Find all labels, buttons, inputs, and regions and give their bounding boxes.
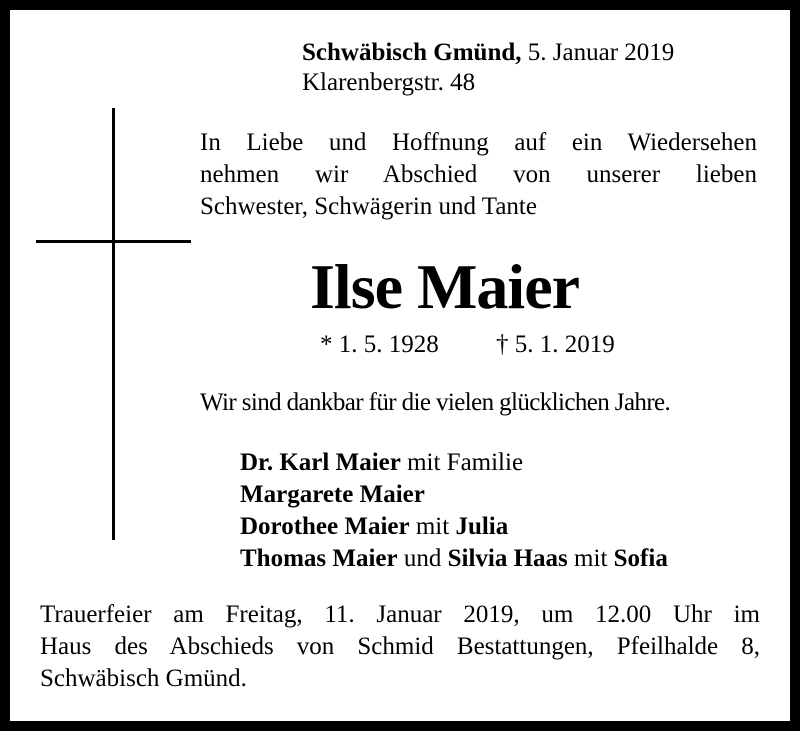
birth-date: * 1. 5. 1928 bbox=[320, 331, 439, 358]
header-date: 5. Januar 2019 bbox=[527, 39, 675, 66]
mourner-name: Dorothee Maier bbox=[240, 513, 410, 540]
header-city: Schwäbisch Gmünd, bbox=[302, 39, 522, 66]
cross-icon-bar bbox=[36, 240, 191, 243]
funeral-line-3: Schwäbisch Gmünd. bbox=[40, 665, 247, 692]
mourner-line bbox=[240, 544, 668, 574]
mourner-line bbox=[240, 448, 523, 478]
mourner-name: Dr. Karl Maier bbox=[240, 449, 401, 476]
header-street: Klarenbergstr. 48 bbox=[302, 69, 476, 96]
intro-line-3: Schwester, Schwägerin und Tante bbox=[200, 193, 537, 220]
deceased-name: Ilse Maier bbox=[310, 251, 579, 322]
cross-icon bbox=[112, 108, 115, 540]
mourner-connector: mit Familie bbox=[400, 449, 524, 476]
funeral-line-2: Haus des Abschieds von Schmid Bestattungen, Pfeilhalde 8, bbox=[40, 633, 760, 660]
thanks-line: Wir sind dankbar für die vielen glücklichen Jahre. bbox=[200, 389, 671, 416]
intro-line-2: nehmen wir Abschied von unserer lieben bbox=[200, 161, 757, 188]
mourner-line bbox=[240, 480, 425, 510]
mourner-name: Thomas Maier bbox=[240, 545, 398, 572]
mourner-connector: mit bbox=[409, 513, 456, 540]
header-place-date bbox=[302, 38, 674, 68]
mourner-connector: mit bbox=[567, 545, 614, 572]
intro-line-1: In Liebe und Hoffnung auf ein Wiedersehen bbox=[200, 129, 757, 156]
death-date: † 5. 1. 2019 bbox=[496, 331, 615, 358]
mourner-line bbox=[240, 512, 508, 542]
mourner-name: Julia bbox=[455, 513, 509, 540]
mourner-name: Sofia bbox=[613, 545, 668, 572]
mourner-name: Margarete Maier bbox=[240, 481, 425, 508]
mourner-name: Silvia Haas bbox=[447, 545, 568, 572]
mourner-connector: und bbox=[397, 545, 448, 572]
funeral-line-1: Trauerfeier am Freitag, 11. Januar 2019, um 12.00 Uhr im bbox=[40, 601, 760, 628]
